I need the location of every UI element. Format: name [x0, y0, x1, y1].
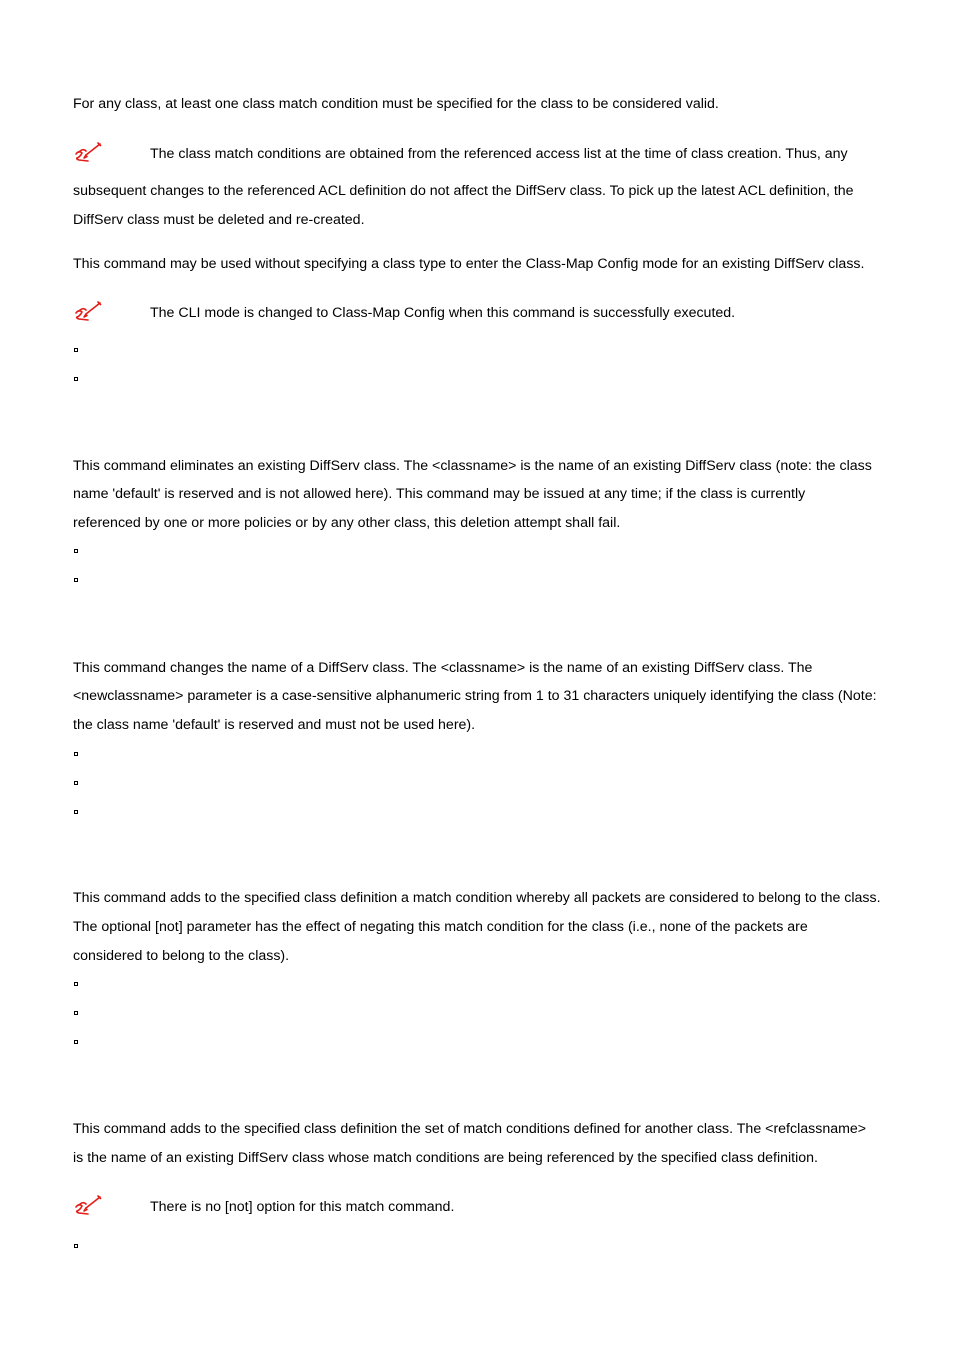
hollow-square-bullet-icon — [74, 810, 78, 814]
paragraph-match-any: This command adds to the specified class definition a match condition whereby all packets are considered to belong to the class. — [73, 890, 881, 906]
hollow-square-bullet-icon — [74, 781, 78, 785]
note-no-not-option: There is no [not] option for this match command. — [150, 1199, 455, 1215]
hollow-square-bullet-icon — [74, 1244, 78, 1248]
paragraph-match-any: considered to belong to the class). — [73, 948, 290, 964]
paragraph-match-any: The optional [not] parameter has the effect of negating this match condition for the class (i.e., none of the packets are — [73, 919, 808, 935]
hollow-square-bullet-icon — [74, 752, 78, 756]
note-acl-snapshot-line: The class match conditions are obtained from the referenced access list at the time of class creation. Thus, any — [150, 146, 848, 162]
paragraph-rename-class: <newclassname> parameter is a case-sensitive alphanumeric string from 1 to 31 characters uniquely identifying the class (Note: — [73, 688, 877, 704]
hollow-square-bullet-icon — [74, 982, 78, 986]
hollow-square-bullet-icon — [74, 549, 78, 553]
hollow-square-bullet-icon — [74, 1040, 78, 1044]
note-cli-mode: The CLI mode is changed to Class-Map Config when this command is successfully executed. — [150, 305, 736, 321]
hollow-square-bullet-icon — [74, 348, 78, 352]
writing-hand-icon — [74, 142, 102, 164]
note-acl-snapshot-line: subsequent changes to the referenced ACL definition do not affect the DiffServ class. To pick up the latest ACL definition, the — [73, 183, 854, 199]
paragraph-rename-class: This command changes the name of a DiffServ class. The <classname> is the name of an existing DiffServ class. The — [73, 660, 813, 676]
note-acl-snapshot-line: DiffServ class must be deleted and re-created. — [73, 212, 365, 228]
hollow-square-bullet-icon — [74, 377, 78, 381]
paragraph-class-map-mode: This command may be used without specifying a class type to enter the Class-Map Config mode for an existing DiffServ class. — [73, 256, 865, 272]
writing-hand-icon — [74, 301, 102, 323]
paragraph-delete-class: name 'default' is reserved and is not allowed here). This command may be issued at any time; if the class is currently — [73, 486, 806, 502]
hollow-square-bullet-icon — [74, 578, 78, 582]
paragraph-valid-class: For any class, at least one class match condition must be specified for the class to be considered valid. — [73, 96, 719, 112]
writing-hand-icon — [74, 1195, 102, 1217]
paragraph-delete-class: This command eliminates an existing DiffServ class. The <classname> is the name of an existing DiffServ class (note: the class — [73, 458, 872, 474]
paragraph-rename-class: the class name 'default' is reserved and must not be used here). — [73, 717, 476, 733]
paragraph-match-class-map: is the name of an existing DiffServ class whose match conditions are being referenced by the specified class definition. — [73, 1150, 818, 1166]
paragraph-delete-class: referenced by one or more policies or by any other class, this deletion attempt shall fail. — [73, 515, 621, 531]
hollow-square-bullet-icon — [74, 1011, 78, 1015]
paragraph-match-class-map: This command adds to the specified class definition the set of match conditions defined for another class. The <refclassname> — [73, 1121, 867, 1137]
